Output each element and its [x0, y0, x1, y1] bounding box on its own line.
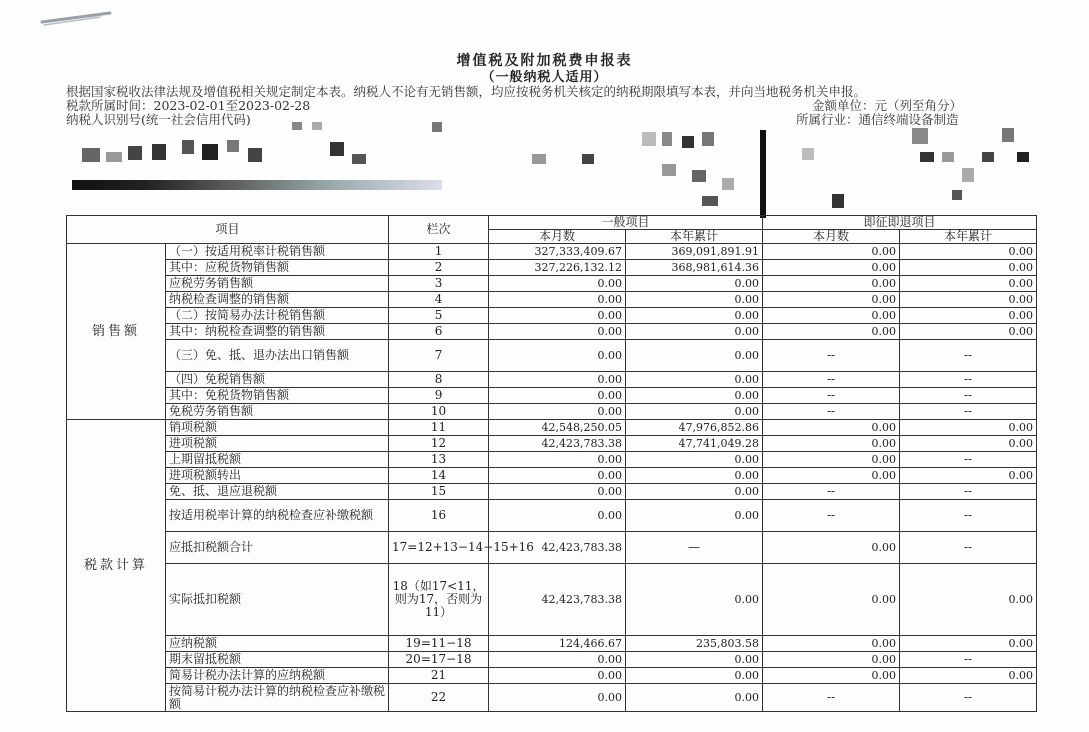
general-year-value: 0.00 [626, 292, 763, 308]
row-label: 其中：免税货物销售额 [166, 388, 389, 404]
table-row [67, 244, 1037, 260]
general-month-value: 42,548,250.05 [489, 420, 626, 436]
refund-month-value: 0.00 [763, 244, 900, 260]
row-number: 2 [389, 260, 489, 276]
refund-month-value: 0.00 [763, 468, 900, 484]
table-row [67, 652, 1037, 668]
table-row [67, 292, 1037, 308]
refund-month-value: -- [763, 684, 900, 712]
general-month-value: 0.00 [489, 684, 626, 712]
row-number: 4 [389, 292, 489, 308]
header-general-year: 本年累计 [626, 230, 763, 244]
general-month-value: 0.00 [489, 668, 626, 684]
form-subtitle: （一般纳税人适用） [481, 70, 608, 85]
table-row [67, 436, 1037, 452]
industry: 所属行业：通信终端设备制造 [796, 112, 959, 127]
refund-year-value: -- [900, 684, 1037, 712]
refund-month-value: 0.00 [763, 532, 900, 564]
declaration-table [66, 215, 1037, 712]
general-year-value: 0.00 [626, 308, 763, 324]
section-tax: 税款计算 [67, 420, 166, 712]
refund-month-value: 0.00 [763, 292, 900, 308]
refund-month-value: 0.00 [763, 276, 900, 292]
row-number: 21 [389, 668, 489, 684]
row-number: 8 [389, 372, 489, 388]
table-row [67, 532, 1037, 564]
row-number: 14 [389, 468, 489, 484]
general-month-value: 0.00 [489, 324, 626, 340]
general-month-value: 327,333,409.67 [489, 244, 626, 260]
row-label: 免税劳务销售额 [166, 404, 389, 420]
table-row [67, 684, 1037, 712]
refund-month-value: 0.00 [763, 324, 900, 340]
refund-month-value: 0.00 [763, 452, 900, 468]
header-refund-month: 本月数 [763, 230, 900, 244]
general-year-value: 0.00 [626, 388, 763, 404]
refund-year-value: -- [900, 652, 1037, 668]
header-col: 栏次 [389, 216, 489, 244]
refund-year-value: 0.00 [900, 244, 1037, 260]
refund-year-value: 0.00 [900, 276, 1037, 292]
header-general-month: 本月数 [489, 230, 626, 244]
section-sales: 销售额 [67, 244, 166, 420]
refund-year-value: 0.00 [900, 260, 1037, 276]
row-label: 其中：纳税检查调整的销售额 [166, 324, 389, 340]
refund-year-value: 0.00 [900, 564, 1037, 636]
row-number: 17=12+13−14−15+16 [389, 532, 489, 564]
general-year-value: 0.00 [626, 404, 763, 420]
refund-month-value: 0.00 [763, 436, 900, 452]
redacted-taxpayer-info [62, 118, 1037, 216]
table-row [67, 452, 1037, 468]
refund-year-value: -- [900, 484, 1037, 500]
table-row [67, 340, 1037, 372]
refund-month-value: -- [763, 372, 900, 388]
header-item: 项目 [67, 216, 389, 244]
general-month-value: 0.00 [489, 468, 626, 484]
table-row [67, 636, 1037, 652]
header-refund: 即征即退项目 [763, 216, 1037, 230]
row-number: 19=11−18 [389, 636, 489, 652]
row-number: 3 [389, 276, 489, 292]
table-row [67, 484, 1037, 500]
general-month-value: 124,466.67 [489, 636, 626, 652]
general-year-value: 0.00 [626, 500, 763, 532]
general-year-value: 0.00 [626, 372, 763, 388]
refund-year-value: 0.00 [900, 292, 1037, 308]
row-number: 22 [389, 684, 489, 712]
general-month-value: 42,423,783.38 [489, 564, 626, 636]
refund-year-value: -- [900, 388, 1037, 404]
refund-year-value: 0.00 [900, 420, 1037, 436]
refund-month-value: -- [763, 388, 900, 404]
refund-month-value: 0.00 [763, 636, 900, 652]
general-year-value: 0.00 [626, 468, 763, 484]
refund-year-value: 0.00 [900, 468, 1037, 484]
refund-year-value: 0.00 [900, 324, 1037, 340]
refund-year-value: -- [900, 452, 1037, 468]
tax-period: 税款所属时间：2023-02-01至2023-02-28 [66, 98, 311, 113]
row-label: 纳税检查调整的销售额 [166, 292, 389, 308]
table-row [67, 500, 1037, 532]
row-number: 15 [389, 484, 489, 500]
general-month-value: 0.00 [489, 484, 626, 500]
refund-year-value: 0.00 [900, 436, 1037, 452]
amount-unit: 金额单位：元（列至角分） [812, 98, 963, 113]
general-month-value: 0.00 [489, 340, 626, 372]
refund-year-value: -- [900, 404, 1037, 420]
general-year-value: 0.00 [626, 684, 763, 712]
refund-year-value: -- [900, 372, 1037, 388]
refund-month-value: 0.00 [763, 564, 900, 636]
general-year-value: 235,803.58 [626, 636, 763, 652]
general-year-value: 0.00 [626, 276, 763, 292]
general-year-value: 369,091,891.91 [626, 244, 763, 260]
row-number: 7 [389, 340, 489, 372]
pen-mark [40, 10, 112, 26]
header-refund-year: 本年累计 [900, 230, 1037, 244]
general-month-value: 327,226,132.12 [489, 260, 626, 276]
row-number: 5 [389, 308, 489, 324]
general-month-value: 42,423,783.38 [489, 436, 626, 452]
row-number: 9 [389, 388, 489, 404]
general-year-value: 47,976,852.86 [626, 420, 763, 436]
row-label: 按适用税率计算的纳税检查应补缴税额 [166, 500, 389, 532]
refund-year-value: -- [900, 532, 1037, 564]
refund-month-value: -- [763, 500, 900, 532]
row-number: 20=17−18 [389, 652, 489, 668]
table-row [67, 404, 1037, 420]
refund-month-value: 0.00 [763, 652, 900, 668]
general-year-value: 0.00 [626, 452, 763, 468]
general-year-value: 0.00 [626, 564, 763, 636]
row-label: 实际抵扣税额 [166, 564, 389, 636]
general-year-value: 0.00 [626, 340, 763, 372]
general-month-value: 0.00 [489, 452, 626, 468]
row-label: 其中：应税货物销售额 [166, 260, 389, 276]
row-label: 上期留抵税额 [166, 452, 389, 468]
general-month-value: 0.00 [489, 372, 626, 388]
general-year-value: 47,741,049.28 [626, 436, 763, 452]
row-number: 1 [389, 244, 489, 260]
row-label: 销项税额 [166, 420, 389, 436]
row-number: 6 [389, 324, 489, 340]
row-label: 免、抵、退应退税额 [166, 484, 389, 500]
refund-month-value: 0.00 [763, 308, 900, 324]
row-number: 11 [389, 420, 489, 436]
general-month-value: 0.00 [489, 292, 626, 308]
row-number: 16 [389, 500, 489, 532]
row-label: （二）按简易办法计税销售额 [166, 308, 389, 324]
row-label: 应税劳务销售额 [166, 276, 389, 292]
row-label: （三）免、抵、退办法出口销售额 [166, 340, 389, 372]
table-row [67, 372, 1037, 388]
general-year-value: 0.00 [626, 484, 763, 500]
refund-month-value: 0.00 [763, 420, 900, 436]
refund-year-value: -- [900, 500, 1037, 532]
table-row [67, 308, 1037, 324]
general-month-value: 42,423,783.38 [489, 532, 626, 564]
refund-month-value: -- [763, 340, 900, 372]
general-month-value: 0.00 [489, 308, 626, 324]
general-month-value: 0.00 [489, 652, 626, 668]
table-row [67, 668, 1037, 684]
refund-month-value: 0.00 [763, 668, 900, 684]
table-row [67, 388, 1037, 404]
row-label: 简易计税办法计算的应纳税额 [166, 668, 389, 684]
general-year-value: 368,981,614.36 [626, 260, 763, 276]
refund-month-value: -- [763, 404, 900, 420]
refund-year-value: -- [900, 340, 1037, 372]
row-label: 进项税额转出 [166, 468, 389, 484]
table-row [67, 468, 1037, 484]
row-label: 应抵扣税额合计 [166, 532, 389, 564]
row-number: 12 [389, 436, 489, 452]
refund-month-value: 0.00 [763, 260, 900, 276]
refund-year-value: 0.00 [900, 668, 1037, 684]
form-title: 增值税及附加税费申报表 [456, 53, 633, 69]
row-number: 10 [389, 404, 489, 420]
table-row [67, 420, 1037, 436]
form-intro: 根据国家税收法律法规及增值税相关规定制定本表。纳税人不论有无销售额，均应按税务机关核定的纳税期限填写本表，并向当地税务机关申报。 [66, 84, 867, 99]
row-label: （一）按适用税率计税销售额 [166, 244, 389, 260]
general-year-value: 0.00 [626, 324, 763, 340]
general-month-value: 0.00 [489, 276, 626, 292]
refund-year-value: 0.00 [900, 636, 1037, 652]
refund-year-value: 0.00 [900, 308, 1037, 324]
row-number: 18（如17<11，则为17，否则为11） [389, 564, 489, 636]
general-month-value: 0.00 [489, 500, 626, 532]
general-year-value: — [626, 532, 763, 564]
general-year-value: 0.00 [626, 652, 763, 668]
row-label: 应纳税额 [166, 636, 389, 652]
general-month-value: 0.00 [489, 404, 626, 420]
table-row [67, 276, 1037, 292]
row-label: 期末留抵税额 [166, 652, 389, 668]
table-row [67, 564, 1037, 636]
row-label: 按简易计税办法计算的纳税检查应补缴税额 [166, 684, 389, 712]
row-number: 13 [389, 452, 489, 468]
general-month-value: 0.00 [489, 388, 626, 404]
refund-month-value: -- [763, 484, 900, 500]
row-label: （四）免税销售额 [166, 372, 389, 388]
table-row [67, 324, 1037, 340]
table-row [67, 260, 1037, 276]
general-year-value: 0.00 [626, 668, 763, 684]
header-general: 一般项目 [489, 216, 763, 230]
row-label: 进项税额 [166, 436, 389, 452]
taxpayer-id-label: 纳税人识别号(统一社会信用代码) [66, 112, 251, 127]
